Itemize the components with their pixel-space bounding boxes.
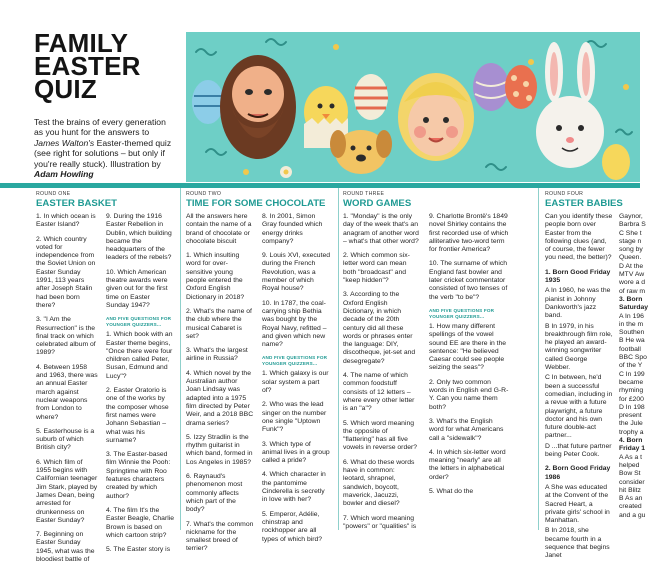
question: 6. What do these words have in common: leotard, shrapnel, sandwich, boycott, maverick, Jacuzzi, bowler and diesel? (343, 458, 415, 508)
question: 4. The film It's the Easter Beagle, Charlie Brown is based on which cartoon strip? (106, 506, 175, 539)
round-label: ROUND FOUR (545, 191, 584, 197)
round-three-right-column (429, 213, 509, 502)
clue-fragment: BBC Spo (619, 354, 647, 362)
clue-fragment: Saturday (619, 304, 649, 312)
intro-part1: Test the brains of every generation as you hunt for the answers to (34, 117, 166, 138)
clue-fragment: D At the (619, 262, 644, 270)
clue-fragment: Queen. (619, 254, 642, 262)
intro-text (34, 117, 174, 179)
clue: D ...that future partner being Peter Cook. (545, 442, 612, 459)
question: 3. "I Am the Resurrection" is the final track on which celebrated album of 1989? (36, 316, 96, 357)
round-one-section (36, 191, 175, 563)
round-two-left-column (186, 213, 254, 560)
round-label: ROUND ONE (36, 191, 71, 197)
round-title: TIME FOR SOME CHOCOLATE (186, 198, 326, 209)
question: 2. Only two common words in English end G-R-Y. Can you name them both? (429, 378, 509, 411)
column-divider (338, 188, 339, 530)
clue-fragment: the Jule (619, 420, 643, 428)
clue-fragment: Barbra S (619, 221, 646, 229)
girl-icon (398, 73, 474, 161)
round-two-right-column (262, 213, 330, 550)
clue-fragment: present (619, 412, 642, 420)
round-four-intro: Can you identify these people born over Easter from the following clues (and, of course, the fewer you need, the better)? (545, 213, 613, 262)
title-line-1: FAMILY (34, 28, 129, 58)
younger-quizzers-heading: AND FIVE QUESTIONS FOR YOUNGER QUIZZERS... (106, 316, 172, 328)
title-line-3: QUIZ (34, 74, 97, 104)
round-four-section (545, 191, 649, 560)
clue-fragment: rhyming (619, 387, 644, 395)
question: 5. Emperor, Adélie, chinstrap and rockhopper are all types of which bird? (262, 510, 323, 543)
clue-fragment: Gaynor, (619, 213, 643, 220)
question: 10. Which American theatre awards were given out for the first time on Easter Sunday 1947? (106, 268, 168, 309)
round-label: ROUND TWO (186, 191, 222, 197)
clue-fragment: for £200 (619, 395, 644, 403)
clue-fragment: consider (619, 478, 645, 486)
quiz-title (34, 28, 184, 104)
question: 10. The surname of which England fast bowler and later cricket commentator consisted of two tenses of the verb "to be"? (429, 260, 508, 301)
question: 9. During the 1916 Easter Rebellion in Dublin, which building became the headquarters of the leaders of the rebels? (106, 213, 172, 262)
question: 4. In which six-letter word meaning "nearly" are all the letters in alphabetical order? (429, 448, 506, 481)
question: 5. Izzy Stradlin is the rhythm guitarist in which band, formed in Los Angeles in 1985? (186, 433, 253, 466)
bearded-man-icon (220, 55, 296, 159)
round-title: EASTER BASKET (36, 198, 118, 209)
round-title: WORD GAMES (343, 198, 412, 209)
column-divider (180, 188, 181, 530)
round-label: ROUND THREE (343, 191, 385, 197)
title-line-2: EASTER (34, 51, 141, 81)
round-four-right-column (619, 213, 649, 520)
clue-fragment: stage n (619, 237, 642, 245)
clue: B In 2018, she became fourth in a sequence that begins Janet (545, 527, 610, 560)
question: 1. How many different spellings of the vowel sound EE are there in the sentence: "He believed Caesar could see people seizing the seas"? (429, 322, 507, 372)
intro-author: James Walton's (34, 137, 95, 148)
question: 2. Which country voted for independence from the Soviet Union on Easter Sunday 1991, 113 years after Joseph Stalin had been born there? (36, 235, 96, 309)
egg-dotted-icon (505, 65, 537, 109)
clue-fragment: in the m (619, 320, 644, 328)
question: 7. Which word meaning "powers" or "qualities" is (343, 514, 417, 530)
question: 1. Which galaxy is our solar system a part of? (262, 370, 329, 395)
clue-fragment: Friday 1 (619, 445, 646, 453)
clue-fragment: D In 198 (619, 403, 645, 411)
section-rule (0, 183, 640, 188)
question: 9. Louis XVI, executed during the French Revolution, was a member of which Royal house? (262, 252, 331, 293)
question: 4. Which character in the pantomime Cinderella is secretly in love with her? (262, 471, 326, 504)
egg-yellow-icon (602, 144, 630, 180)
illustration-svg (186, 32, 640, 182)
clue-fragment: C In 199 (619, 370, 645, 378)
question: 5. Easterhouse is a suburb of which British city? (36, 427, 95, 452)
question: 2. Easter Oratorio is one of the works by the composer whose first names were Johann Sebastian – what was his surname? (106, 387, 169, 444)
question: 3. According to the Oxford English Dictionary, in which decade of the 20th century did all these words or phrases enter the language: DIY, discotheque, jet-set and desegregate? (343, 291, 416, 365)
flower-icon (280, 166, 292, 178)
question: 4. Which novel by the Australian author Joan Lindsay was adapted into a 1975 film directed by Peter Weir, and a 2018 BBC drama series? (186, 369, 254, 427)
question: 2. What's the name of the club where the musical Cabaret is set? (186, 307, 252, 340)
intro-part2: Easter-themed quiz (see right for solutions – but only if you're really stuck). Illustration by (34, 137, 172, 169)
clue-fragment: A As a t (619, 453, 643, 461)
question: 2. Which common six-letter word can mean both "broadcast" and "keep hidden"? (343, 252, 410, 285)
clue-heading: 2. Born Good Friday 1986 (545, 465, 611, 481)
clue-fragment: 4. Born (619, 437, 643, 445)
egg-purple-icon (473, 63, 509, 111)
question: 3. The Easter-based film Winnie the Pooh: Springtime with Roo features characters created by which author? (106, 451, 171, 500)
question: 6. Raynaud's phenomenon most commonly affects which part of the body? (186, 473, 243, 514)
egg-blue-icon (192, 80, 224, 124)
round-title: EASTER BABIES (545, 198, 623, 209)
younger-quizzers-heading: AND FIVE QUESTIONS FOR YOUNGER QUIZZERS... (429, 307, 495, 319)
clue-fragment: MTV Aw (619, 271, 645, 279)
clue-fragment: football (619, 345, 641, 353)
clue-heading: 1. Born Good Friday 1935 (545, 268, 611, 285)
round-three-left-column (343, 213, 419, 537)
clue-fragment: wore a d (619, 279, 646, 287)
clue-fragment: and a gu (619, 511, 646, 519)
question: 5. Which word meaning the opposite of "flattering" has all five vowels in reverse order? (343, 419, 418, 452)
question: 5. What do the (429, 488, 474, 496)
clue-fragment: trophy a (619, 428, 644, 436)
clue-fragment: B He wa (619, 337, 645, 345)
clue-fragment: became (619, 378, 644, 386)
question: 7. What's the common nickname for the smallest breed of terrier? (186, 520, 254, 553)
question: 3. What's the largest airline in Russia? (186, 347, 248, 363)
clue: B In 1979, in his breakthrough film role, he played an award-winning songwriter called George Webber. (545, 322, 613, 372)
question: All the answers here contain the name of a brand of chocolate or chocolate biscuit (186, 213, 252, 245)
question: 1. "Monday" is the only day of the week that's an anagram of another word – what's that other word? (343, 213, 419, 245)
question: 5. The Easter story is (106, 546, 171, 554)
clue-fragment: of raw m (619, 287, 646, 295)
question: 8. In 2001, Simon Gray founded which energy drinks company? (262, 213, 323, 245)
round-four-left-column (545, 213, 613, 567)
clue-fragment: 3. Born (619, 295, 643, 303)
clue-fragment: B As an (619, 495, 643, 503)
question: 2. Who was the lead singer on the number one single "Uptown Funk"? (262, 401, 327, 434)
question: 4. The name of which common foodstuff consists of 12 letters – where every other letter is an "a"? (343, 372, 415, 413)
question: 3. What's the English word for what Americans call a "sidewalk"? (429, 417, 504, 442)
clue-fragment: hit Blitz (619, 486, 641, 494)
clue-fragment: created (619, 503, 642, 511)
clue: A In 1960, he was the pianist in Johnny Dankworth's jazz band. (545, 287, 611, 320)
question: 7. Beginning on Easter Sunday 1945, what was the bloodiest battle of (36, 531, 95, 563)
question: 6. Which film of 1955 begins with Californian teenager Jim Stark, played by James Dean, being arrested for drunkenness on Easter Sunday? (36, 458, 98, 524)
clue-fragment: Bow St (619, 470, 641, 478)
clue-fragment: A In 196 (619, 312, 644, 320)
clue-fragment: song by (619, 246, 643, 254)
clue-fragment: C She t (619, 229, 642, 237)
clue: A She was educated at the Convent of the Sacred Heart, a private girls' school in Manhattan. (545, 483, 610, 525)
question: 1. Which insulting word for over-sensitive young people entered the Oxford English Dictionary in 2018? (186, 252, 245, 301)
round-one-right-column (106, 213, 174, 560)
column-divider (538, 188, 539, 530)
question: 9. Charlotte Brontë's 1849 novel Shirley contains the first recorded use of which alliterative two-word term for frontier America? (429, 213, 509, 254)
clue-fragment: of the Y (619, 362, 643, 370)
question: 1. In which ocean is Easter Island? (36, 213, 96, 229)
egg-striped-icon (354, 74, 388, 120)
round-one-left-column (36, 213, 98, 570)
intro-illustrator: Adam Howling (34, 169, 94, 180)
easter-illustration (186, 32, 640, 182)
question: 10. In 1787, the coal-carrying ship Bethia was bought by the Royal Navy, refitted – and given which new name? (262, 299, 327, 349)
question: 1. Which book with an Easter theme begins, "Once there were four children called Peter, Susan, Edmund and Lucy"? (106, 331, 173, 380)
younger-quizzers-heading: AND FIVE QUESTIONS FOR YOUNGER QUIZZERS... (262, 355, 328, 367)
clue-fragment: helped (619, 461, 640, 469)
clue-fragment: Southen (619, 329, 645, 337)
question: 4. Between 1958 and 1963, there was an annual Easter march against nuclear weapons from London to where? (36, 363, 98, 421)
round-three-section (343, 191, 533, 530)
round-two-section (186, 191, 332, 553)
clue: C In between, he'd been a successful comedian, including in a revue with a future playwright, a future doctor and his own future double-act partner... (545, 374, 613, 440)
question: 3. Which type of animal lives in a group called a pride? (262, 440, 330, 465)
